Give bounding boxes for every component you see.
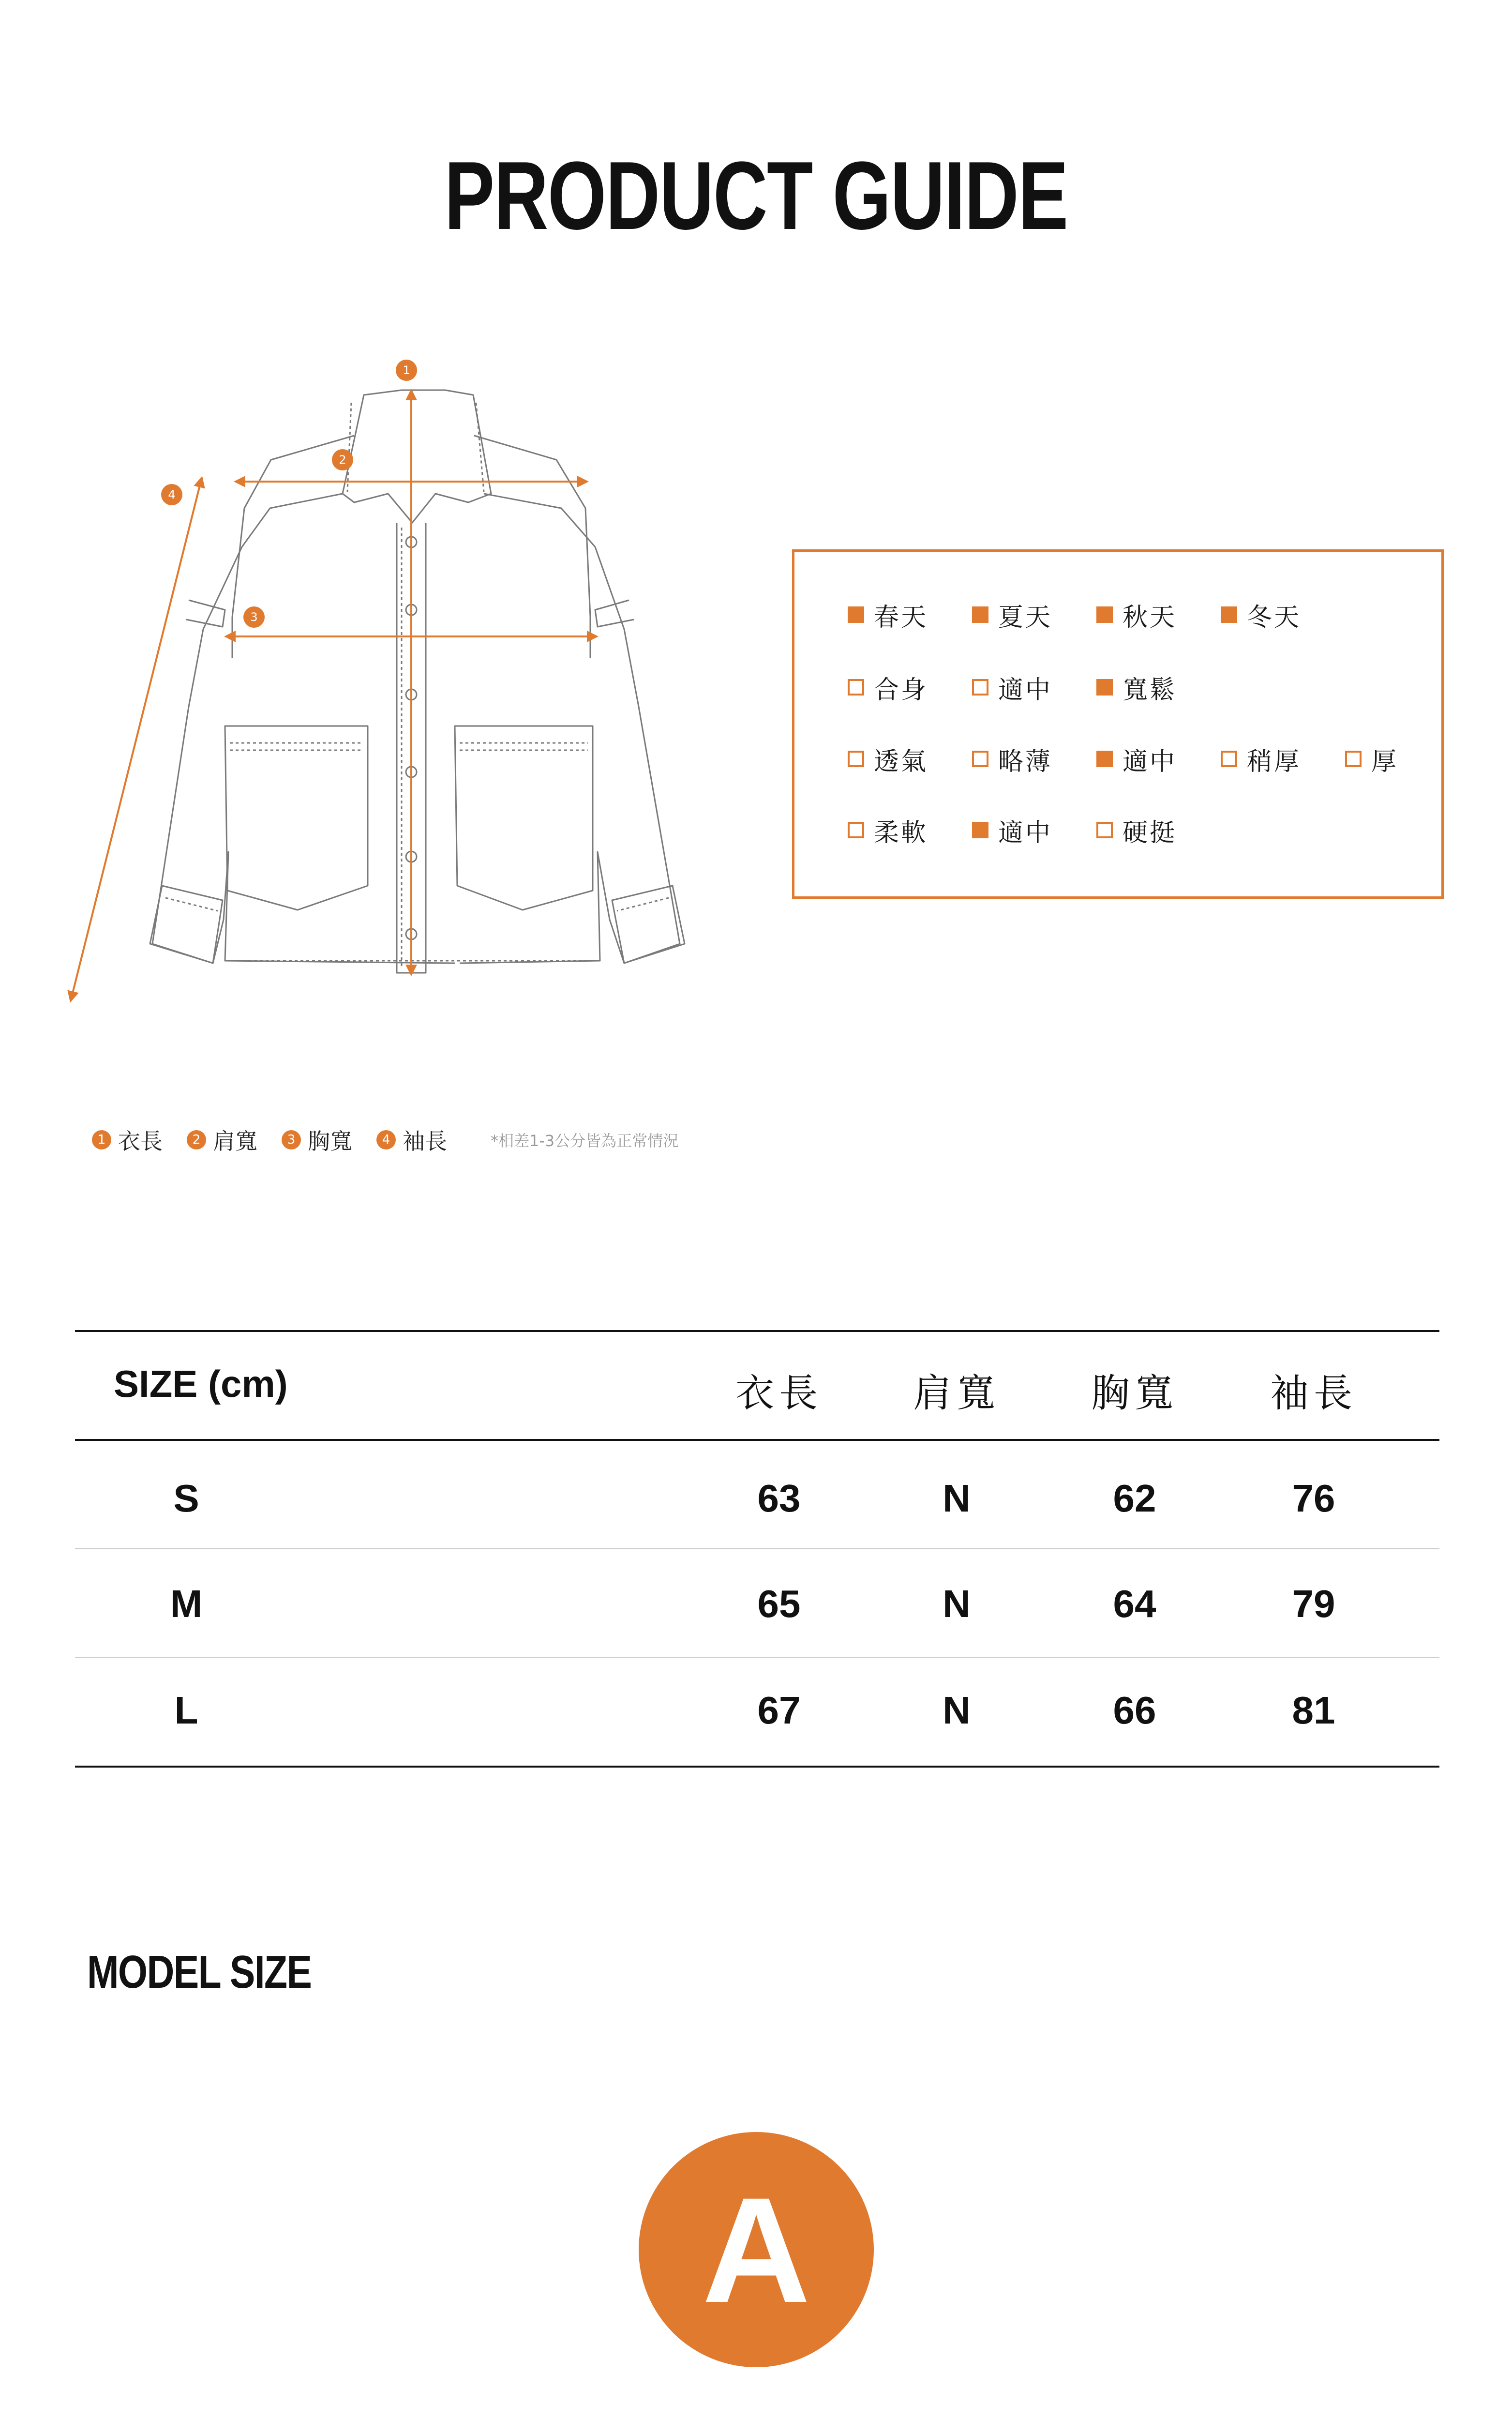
thickness-row: [848, 744, 1408, 776]
table-cell: 64: [1113, 1582, 1156, 1625]
unchecked-box-icon: [848, 751, 864, 767]
marker-3: 3: [250, 610, 258, 624]
row-divider: [75, 1548, 1439, 1549]
marker-badges: [161, 360, 417, 628]
table-bottom-rule: [75, 1766, 1439, 1768]
legend-badge: 3: [282, 1130, 301, 1150]
legend-item-length: [92, 1124, 163, 1156]
row-divider: [75, 1657, 1439, 1658]
marker-4: 4: [168, 488, 176, 501]
table-cell: N: [943, 1582, 971, 1625]
attr-label: 適中: [998, 818, 1053, 847]
table-cell: N: [943, 1689, 971, 1732]
legend-badge: 1: [92, 1130, 111, 1150]
softness-medium: [972, 816, 1096, 845]
model-avatar: A: [639, 2132, 874, 2367]
table-cell: 79: [1292, 1582, 1335, 1625]
attr-label: 硬挺: [1123, 818, 1177, 847]
table-cell: 76: [1292, 1477, 1335, 1520]
thickness-thick: [1345, 744, 1408, 776]
checked-box-icon: [972, 822, 988, 838]
softness-stiff: [1096, 816, 1221, 845]
fit-regular: [972, 673, 1096, 705]
checked-box-icon: [1096, 679, 1113, 696]
season-autumn: [1096, 600, 1221, 632]
legend-label: 胸寬: [308, 1128, 352, 1154]
attr-label: 秋天: [1123, 603, 1177, 632]
season-row: [848, 600, 1345, 632]
header-size: SIZE (cm): [114, 1362, 288, 1405]
table-cell: N: [943, 1477, 971, 1520]
attr-label: 夏天: [998, 603, 1053, 632]
unchecked-box-icon: [972, 751, 988, 767]
header-shoulder: 肩寬: [913, 1371, 1000, 1416]
legend-badge: 4: [376, 1130, 396, 1150]
softness-soft: [848, 816, 972, 845]
header-rule: [75, 1439, 1439, 1441]
thickness-breathable: [848, 744, 972, 776]
unchecked-box-icon: [1221, 751, 1237, 767]
attr-label: 柔軟: [874, 818, 928, 847]
attr-label: 稍厚: [1247, 747, 1302, 776]
table-cell: 63: [757, 1477, 801, 1520]
checked-box-icon: [972, 606, 988, 623]
unchecked-box-icon: [848, 679, 864, 696]
attr-label: 適中: [1123, 747, 1177, 776]
checked-box-icon: [848, 606, 864, 623]
page-title: PRODUCT GUIDE: [444, 142, 1068, 250]
attr-label: 厚: [1371, 747, 1399, 776]
thickness-medium: [1096, 744, 1221, 776]
thickness-thicker: [1221, 744, 1345, 776]
attr-label: 春天: [874, 603, 928, 632]
legend-item-chest: [282, 1124, 352, 1156]
model-section-title: MODEL SIZE: [87, 1946, 312, 1998]
legend-item-shoulder: [187, 1124, 257, 1156]
marker-2: 2: [339, 453, 346, 467]
jacket-diagram: [58, 348, 764, 1050]
jacket-outline: [150, 390, 685, 973]
fit-slim: [848, 673, 972, 705]
fit-row: [848, 673, 1221, 705]
checked-box-icon: [1096, 751, 1113, 767]
table-cell: 66: [1113, 1689, 1156, 1732]
season-spring: [848, 600, 972, 632]
checked-box-icon: [1221, 606, 1237, 623]
table-cell-size: S: [173, 1477, 199, 1520]
season-summer: [972, 600, 1096, 632]
unchecked-box-icon: [1345, 751, 1362, 767]
attr-label: 透氣: [874, 747, 928, 776]
legend-item-sleeve: [376, 1124, 447, 1156]
sleeve-line: [72, 482, 201, 997]
legend-badge: 2: [187, 1130, 206, 1150]
table-top-rule: [75, 1330, 1439, 1332]
header-length: 衣長: [735, 1371, 823, 1416]
tolerance-note: *相差1-3公分皆為正常情況: [491, 1132, 679, 1150]
measurement-legend: [92, 1123, 678, 1157]
attr-label: 合身: [874, 675, 928, 705]
header-sleeve: 袖長: [1270, 1371, 1357, 1416]
attr-label: 冬天: [1247, 603, 1302, 632]
season-winter: [1221, 600, 1345, 632]
unchecked-box-icon: [972, 679, 988, 696]
legend-label: 衣長: [118, 1128, 163, 1154]
attr-label: 寬鬆: [1123, 675, 1177, 705]
table-cell: 65: [757, 1582, 801, 1625]
legend-label: 袖長: [403, 1128, 447, 1154]
unchecked-box-icon: [848, 822, 864, 838]
table-cell-size: M: [170, 1582, 203, 1625]
legend-label: 肩寬: [213, 1128, 257, 1154]
checked-box-icon: [1096, 606, 1113, 623]
table-cell: 81: [1292, 1689, 1335, 1732]
header-chest: 胸寬: [1091, 1371, 1178, 1416]
unchecked-box-icon: [1096, 822, 1113, 838]
softness-row: [848, 816, 1221, 845]
fit-loose: [1096, 673, 1221, 705]
attr-label: 適中: [998, 675, 1053, 705]
attr-label: 略薄: [998, 747, 1053, 776]
table-cell: 62: [1113, 1477, 1156, 1520]
attribute-box: [792, 549, 1444, 899]
table-cell: 67: [757, 1689, 801, 1732]
thickness-thin: [972, 744, 1096, 776]
table-cell-size: L: [174, 1689, 198, 1732]
marker-1: 1: [403, 363, 410, 377]
